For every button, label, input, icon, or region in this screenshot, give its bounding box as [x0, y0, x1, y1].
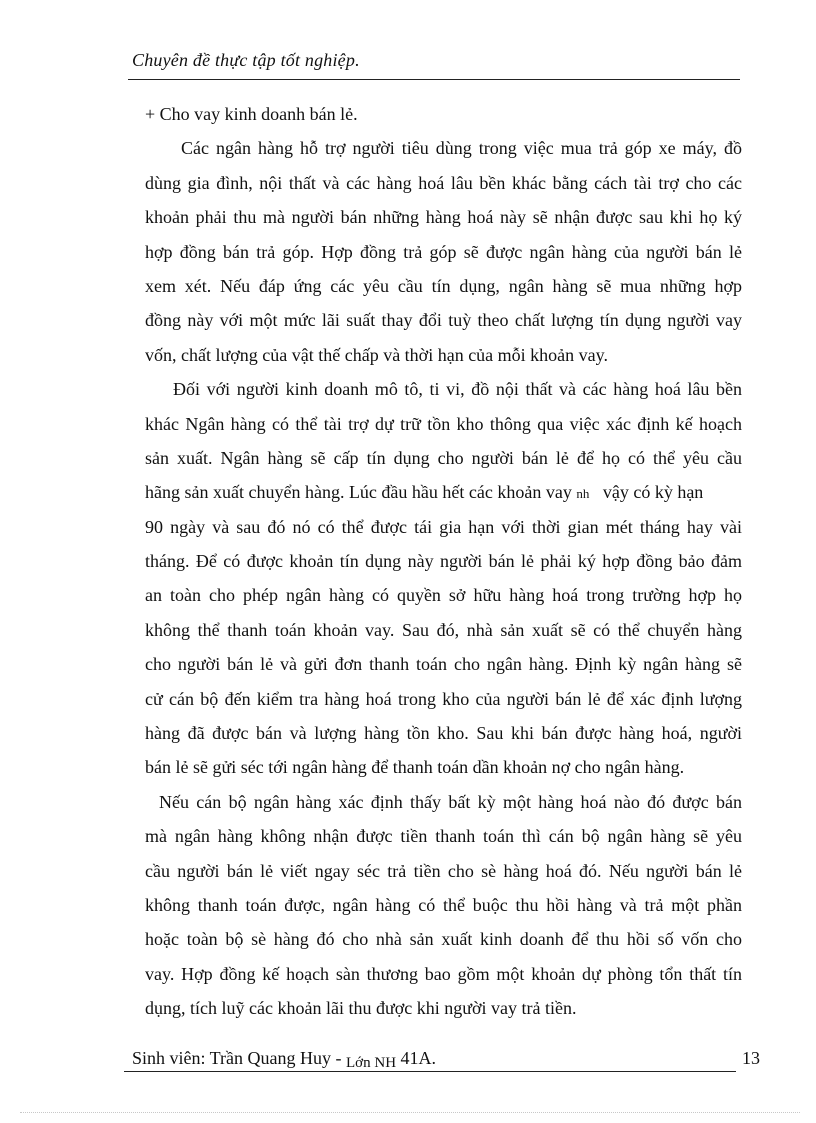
- text-line: mà ngân hàng không nhận được tiền thanh toán thì cán bộ ngân hàng sẽ yêu: [145, 826, 742, 847]
- text-line-split: [145, 475, 742, 509]
- text-line: sản xuất. Ngân hàng sẽ cấp tín dụng cho người bán lẻ để họ có thể yêu cầu: [145, 447, 742, 468]
- text-line: dụng, tích luỹ các khoản lãi thu được khi người vay trả tiền.: [145, 998, 577, 1019]
- text-line: khoản phải thu mà người bán những hàng hoá này sẽ nhận được sau khi họ ký: [145, 207, 742, 228]
- text-line: Các ngân hàng hỗ trợ người tiêu dùng trong việc mua trả góp xe máy, đồ: [181, 138, 742, 159]
- text-line: cho người bán lẻ và gửi đơn thanh toán cho ngân hàng. Định kỳ ngân hàng sẽ: [145, 654, 742, 675]
- text-line: khác Ngân hàng có thể tài trợ dự trữ tồn kho thông qua việc xác định kế hoạch: [145, 413, 742, 434]
- text-fragment-small: nh: [576, 486, 590, 502]
- text-fragment: vậy có kỳ hạn: [602, 482, 704, 503]
- footer-divider: [124, 1071, 736, 1072]
- header-divider: [128, 79, 740, 80]
- text-line: Nếu cán bộ ngân hàng xác định thấy bất kỳ một hàng hoá nào đó được bán: [159, 791, 742, 812]
- page-number: 13: [742, 1048, 760, 1068]
- text-line: Đối với người kinh doanh mô tô, ti vi, đồ nội thất và các hàng hoá lâu bền: [173, 379, 742, 400]
- text-line: + Cho vay kinh doanh bán lẻ.: [145, 104, 358, 124]
- text-line: hoặc toàn bộ sè hàng đó cho nhà sản xuất kinh doanh để thu hồi số vốn cho: [145, 929, 742, 950]
- text-line: cử cán bộ đến kiểm tra hàng hoá trong kho của người bán lẻ để xác định lượng: [145, 688, 742, 709]
- text-line: đồng này với một mức lãi suất thay đổi tuỳ theo chất lượng tín dụng người vay: [145, 310, 742, 331]
- text-line: không thể thanh toán khoản vay. Sau đó, nhà sản xuất sẽ có thể chuyển hàng: [145, 619, 742, 640]
- text-line: tháng. Để có được khoản tín dụng này người bán lẻ phải ký hợp đồng bảo đảm: [145, 551, 742, 572]
- footer-student-info: [132, 1048, 436, 1069]
- footer-student-name: Sinh viên: Trần Quang Huy -: [132, 1048, 342, 1068]
- text-line: hợp đồng bán trả góp. Hợp đồng trả góp sẽ được ngân hàng của người bán lẻ: [145, 241, 742, 262]
- page-break-marker: [20, 1112, 800, 1113]
- text-line: xem xét. Nếu đáp ứng các yêu cầu tín dụng, ngân hàng sẽ mua những hợp: [145, 275, 742, 296]
- text-line: vốn, chất lượng của vật thế chấp và thời hạn của mỗi khoản vay.: [145, 344, 608, 365]
- text-line: an toàn cho phép ngân hàng có quyền sở hữu hàng hoá trong trường hợp họ: [145, 585, 742, 606]
- text-line: bán lẻ sẽ gửi séc tới ngân hàng để thanh toán dần khoản nợ cho ngân hàng.: [145, 757, 685, 778]
- text-line: vay. Hợp đồng kế hoạch sàn thương bao gồm một khoản dự phòng tổn thất tín: [145, 963, 742, 984]
- text-line: không thanh toán được, ngân hàng có thể buộc thu hồi hàng và trả một phần: [145, 894, 742, 915]
- text-line: 90 ngày và sau đó nó có thể được tái gia hạn với thời gian mét tháng hay vài: [145, 516, 742, 537]
- text-line: dùng gia đình, nội thất và các hàng hoá lâu bền khác bằng cách tài trợ cho các: [145, 172, 742, 193]
- page-header-title: Chuyên đề thực tập tốt nghiệp.: [132, 50, 360, 70]
- footer-class-prefix: Lớn NH: [346, 1055, 397, 1071]
- text-fragment: hãng sản xuất chuyển hàng. Lúc đầu hầu hết các khoản vay: [145, 482, 572, 503]
- text-line: cầu người bán lẻ viết ngay séc trả tiền cho sè hàng hoá đó. Nếu người bán lẻ: [145, 860, 742, 881]
- body-text: [145, 97, 742, 1026]
- text-line: hàng đã được bán và lượng hàng tồn kho. Sau khi bán được hàng hoá, người: [145, 723, 742, 744]
- footer-class-suffix: 41A.: [400, 1048, 437, 1068]
